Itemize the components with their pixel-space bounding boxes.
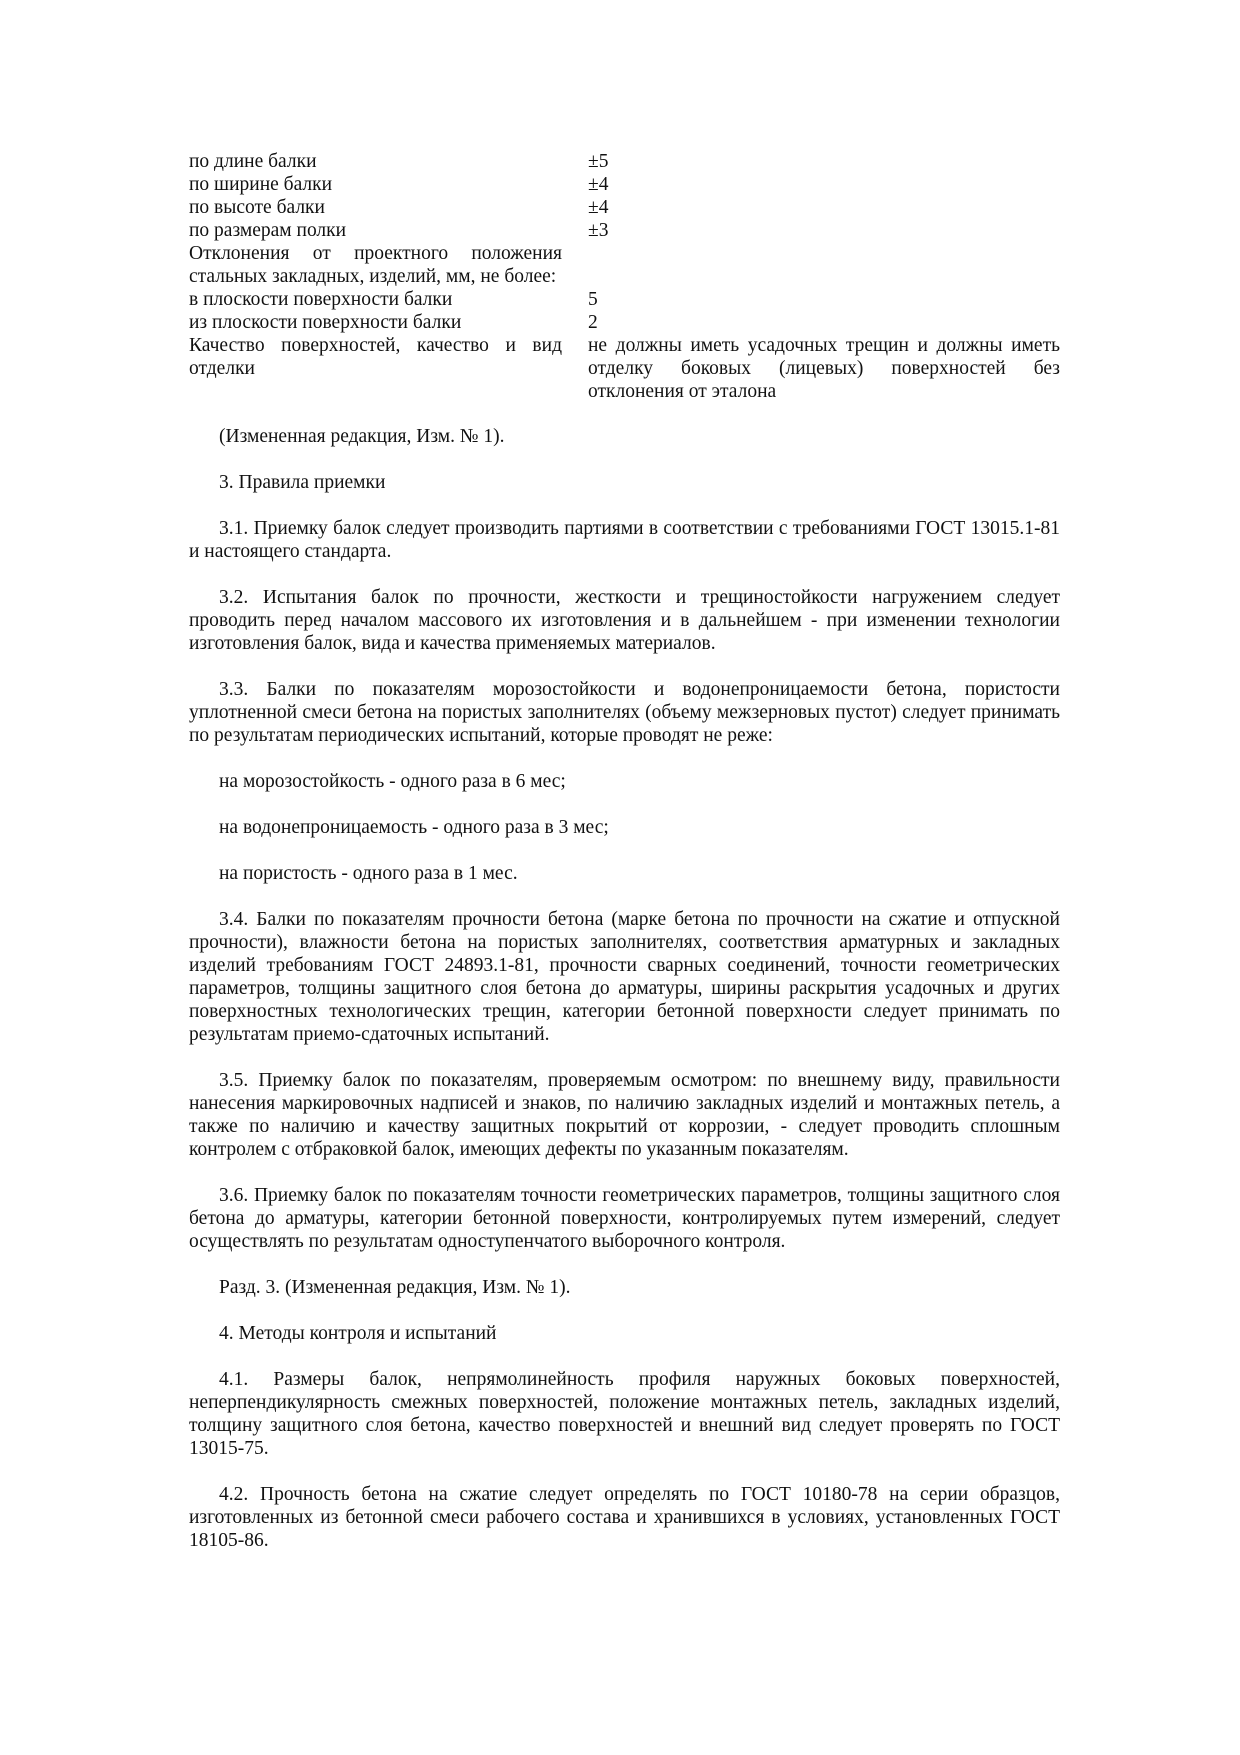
amendment-note: Разд. 3. (Измененная редакция, Изм. № 1). xyxy=(219,1277,571,1298)
table-label-cell: по ширине балки xyxy=(189,174,333,195)
list-item: на водонепроницаемость - одного раза в 3 мес; xyxy=(219,817,609,838)
body-text xyxy=(189,425,1060,1552)
tolerance-table xyxy=(189,150,1060,403)
section-heading: 3. Правила приемки xyxy=(219,472,386,493)
table-value-cell xyxy=(588,242,1060,288)
table-label-cell: по размерам полки xyxy=(189,220,347,241)
table-label-cell: по длине балки xyxy=(189,151,317,172)
table-value-cell: 5 xyxy=(588,289,598,310)
table-value-cell: ±4 xyxy=(588,197,609,218)
table-row xyxy=(189,219,1060,242)
list-item: на пористость - одного раза в 1 мес. xyxy=(219,863,518,884)
paragraph: 3.6. Приемку балок по показателям точности геометрических параметров, толщины защитного слоя бетона до арматуры, категории бетонной поверхности, контролируемых путем измерений, следует осуществлять по результатам одноступенчатого выборочного контроля. xyxy=(189,1185,1060,1252)
table-label-cell: в плоскости поверхности балки xyxy=(189,289,453,310)
table-row xyxy=(189,173,1060,196)
paragraph: 3.2. Испытания балок по прочности, жесткости и трещиностойкости нагружением следует проводить перед началом массового их изготовления и в дальнейшем - при изменении технологии изготовления балок, вида и качества применяемых материалов. xyxy=(189,587,1060,654)
table-row xyxy=(189,196,1060,219)
table-row xyxy=(189,311,1060,334)
section-heading: 4. Методы контроля и испытаний xyxy=(219,1323,497,1344)
table-row xyxy=(189,334,1060,403)
amendment-note: (Измененная редакция, Изм. № 1). xyxy=(219,426,505,447)
document-page xyxy=(189,150,1060,1552)
table-row xyxy=(189,288,1060,311)
paragraph: 3.5. Приемку балок по показателям, проверяемым осмотром: по внешнему виду, правильности нанесения маркировочных надписей и знаков, по наличию закладных изделий и монтажных петель, а также по наличию и качеству защитных покрытий от коррозии, - следует проводить сплошным контролем с отбраковкой балок, имеющих дефекты по указанным показателям. xyxy=(189,1070,1060,1160)
table-label-cell: Отклонения от проектного положения стальных закладных, изделий, мм, не более: xyxy=(189,243,562,287)
paragraph: 4.1. Размеры балок, непрямолинейность профиля наружных боковых поверхностей, неперпендикулярность смежных поверхностей, положение монтажных петель, закладных изделий, толщину защитного слоя бетона, качество поверхностей и внешний вид следует проверять по ГОСТ 13015-75. xyxy=(189,1369,1060,1459)
table-row xyxy=(189,242,1060,288)
table-value-cell: ±5 xyxy=(588,151,609,172)
table-value-cell: 2 xyxy=(588,312,598,333)
list-item: на морозостойкость - одного раза в 6 мес; xyxy=(219,771,566,792)
table-label-cell: Качество поверхностей, качество и вид отделки xyxy=(189,335,562,379)
paragraph: 3.3. Балки по показателям морозостойкости и водонепроницаемости бетона, пористости уплотненной смеси бетона на пористых заполнителях (объему межзерновых пустот) следует принимать по результатам периодических испытаний, которые проводят не реже: xyxy=(189,679,1060,746)
table-value-cell: ±4 xyxy=(588,174,609,195)
table-row xyxy=(189,150,1060,173)
table-value-cell: не должны иметь усадочных трещин и должны иметь отделку боковых (лицевых) поверхностей без отклонения от эталона xyxy=(588,335,1060,402)
paragraph: 4.2. Прочность бетона на сжатие следует определять по ГОСТ 10180-78 на серии образцов, изготовленных из бетонной смеси рабочего состава и хранившихся в условиях, установленных ГОСТ 18105-86. xyxy=(189,1484,1060,1551)
paragraph: 3.4. Балки по показателям прочности бетона (марке бетона по прочности на сжатие и отпускной прочности), влажности бетона на пористых заполнителях, соответствия арматурных и закладных изделий требованиям ГОСТ 24893.1-81, прочности сварных соединений, точности геометрических параметров, толщины защитного слоя бетона до арматуры, ширины раскрытия усадочных и других поверхностных технологических трещин, категории бетонной поверхности следует принимать по результатам приемо-сдаточных испытаний. xyxy=(189,909,1060,1045)
paragraph: 3.1. Приемку балок следует производить партиями в соответствии с требованиями ГОСТ 13015.1-81 и настоящего стандарта. xyxy=(189,518,1060,562)
spacer xyxy=(189,403,1060,425)
table-value-cell: ±3 xyxy=(588,220,609,241)
table-label-cell: из плоскости поверхности балки xyxy=(189,312,462,333)
table-label-cell: по высоте балки xyxy=(189,197,325,218)
